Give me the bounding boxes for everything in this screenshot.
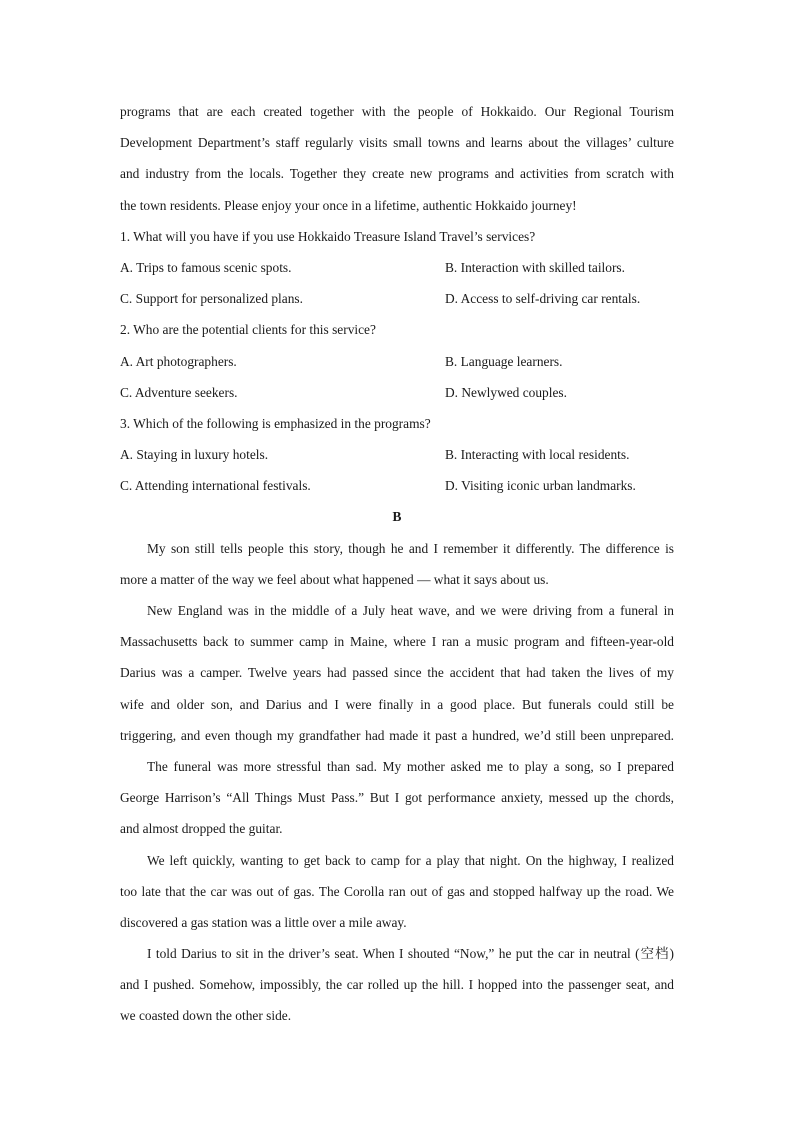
option-row <box>120 346 674 377</box>
option-c: C. Adventure seekers. <box>120 384 238 400</box>
passage-line: I told Darius to sit in the driver’s seat. When I shouted “Now,” he put the car in neutral (空档) <box>147 946 674 962</box>
passage-line: The funeral was more stressful than sad. My mother asked me to play a song, so I prepared <box>147 758 674 774</box>
section-heading: B <box>392 509 402 525</box>
option-row <box>120 377 674 408</box>
passage-line: and almost dropped the guitar. <box>120 821 283 837</box>
option-d: D. Access to self-driving car rentals. <box>445 291 641 307</box>
passage-line: Darius was a camper. Twelve years had passed since the accident that had taken the lives of my <box>120 665 674 681</box>
option-d: D. Visiting iconic urban landmarks. <box>445 478 636 494</box>
option-a: A. Trips to famous scenic spots. <box>120 259 292 275</box>
intro-line: Development Department’s staff regularly visits small towns and learns about the villages’ culture <box>120 135 674 151</box>
passage-line: George Harrison’s “All Things Must Pass.” But I got performance anxiety, messed up the chords, <box>120 790 674 806</box>
passage-line: Massachusetts back to summer camp in Maine, where I ran a music program and fifteen-year-old <box>120 634 674 650</box>
option-row <box>120 470 674 501</box>
passage-line: triggering, and even though my grandfather had made it past a hundred, we’d still been unprepared. <box>120 727 674 743</box>
passage-line: New England was in the middle of a July heat wave, and we were driving from a funeral in <box>147 603 674 618</box>
option-b: B. Language learners. <box>445 353 563 369</box>
passage-line: wife and older son, and Darius and I were finally in a good place. But funerals could still be <box>120 696 674 712</box>
question-1 <box>120 221 674 315</box>
option-b: B. Interacting with local residents. <box>445 447 630 463</box>
passage-paragraph-4 <box>120 845 674 939</box>
option-d: D. Newlywed couples. <box>445 384 567 400</box>
question-stem: 1. What will you have if you use Hokkaido Treasure Island Travel’s services? <box>120 228 536 244</box>
option-b: B. Interaction with skilled tailors. <box>445 259 625 275</box>
passage-line: discovered a gas station was a little over a mile away. <box>120 914 407 930</box>
passage-line: We left quickly, wanting to get back to camp for a play that night. On the highway, I realized <box>147 852 674 868</box>
passage-line: and I pushed. Somehow, impossibly, the car rolled up the hill. I hopped into the passenger seat, and <box>120 977 674 993</box>
intro-line: and industry from the locals. Together they create new programs and activities from scratch with <box>120 166 674 182</box>
question-2 <box>120 314 674 408</box>
option-c: C. Support for personalized plans. <box>120 291 303 307</box>
passage-line: we coasted down the other side. <box>120 1008 292 1024</box>
option-row <box>120 283 674 314</box>
option-a: A. Art photographers. <box>120 353 237 369</box>
question-stem: 2. Who are the potential clients for this service? <box>120 322 376 338</box>
question-3 <box>120 408 674 502</box>
passage-paragraph-3 <box>120 751 674 845</box>
intro-paragraph <box>120 96 674 221</box>
passage-paragraph-5 <box>120 938 674 1032</box>
passage-line: more a matter of the way we feel about what happened — what it says about us. <box>120 571 549 587</box>
document-page <box>120 96 674 1032</box>
passage-paragraph-2 <box>120 595 674 751</box>
intro-line: programs that are each created together with the people of Hokkaido. Our Regional Tourism <box>120 104 674 119</box>
option-a: A. Staying in luxury hotels. <box>120 447 269 463</box>
option-row <box>120 439 674 470</box>
question-stem: 3. Which of the following is emphasized in the programs? <box>120 415 431 431</box>
passage-paragraph-1 <box>120 533 674 595</box>
option-c: C. Attending international festivals. <box>120 478 311 494</box>
passage-line: too late that the car was out of gas. The Corolla ran out of gas and stopped halfway up the road. We <box>120 883 674 899</box>
option-row <box>120 252 674 283</box>
passage-line: My son still tells people this story, though he and I remember it differently. The difference is <box>147 540 674 556</box>
intro-line: the town residents. Please enjoy your once in a lifetime, authentic Hokkaido journey! <box>120 197 577 213</box>
